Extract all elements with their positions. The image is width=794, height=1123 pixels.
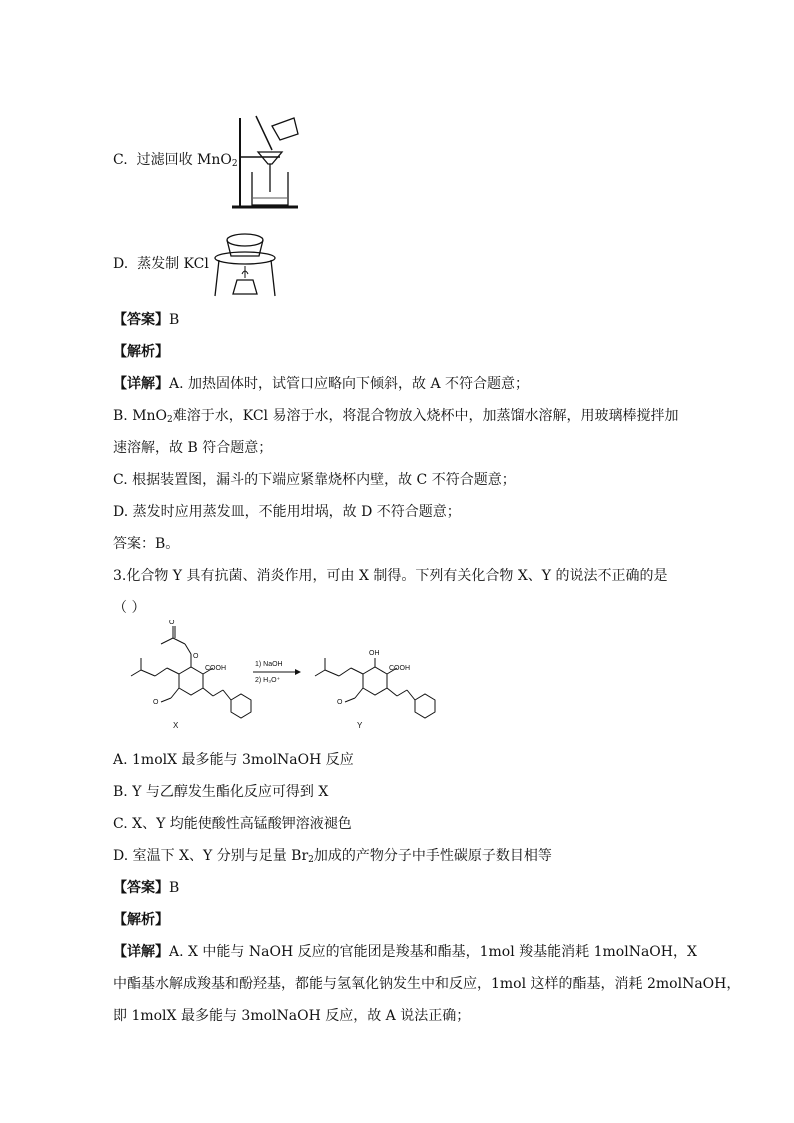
q2-detail-b-cont: 速溶解，故 B 符合题意；: [113, 440, 273, 456]
q3-option-a: A. 1molX 最多能与 3molNaOH 反应: [113, 752, 354, 768]
y-oh-label: OH: [369, 650, 380, 657]
option-d: D. 蒸发制 KCl: [113, 256, 209, 272]
x-methoxy-o-label: O: [153, 699, 159, 706]
reagent-2-label: 2) H₃O⁺: [255, 677, 281, 684]
q2-detail-a: 【详解】A. 加热固体时，试管口应略向下倾斜，故 A 不符合题意；: [113, 376, 530, 392]
reagent-1-label: 1) NaOH: [255, 661, 283, 668]
q3-option-c: C. X、Y 均能使酸性高锰酸钾溶液褪色: [113, 816, 352, 832]
y-label: Y: [357, 721, 363, 730]
filtration-apparatus-figure: [228, 112, 308, 212]
reaction-scheme: [113, 620, 453, 740]
q3-stem: 3.化合物 Y 具有抗菌、消炎作用，可由 X 制得。下列有关化合物 X、Y 的说法不正确的是: [113, 568, 668, 584]
y-cooh-label: COOH: [389, 665, 410, 672]
q3-option-d: D. 室温下 X、Y 分别与足量 $Br_2$加成的产物分子中手性碳原子数目相等: [113, 848, 552, 865]
q2-detail-c: C. 根据装置图，漏斗的下端应紧靠烧杯内壁，故 C 不符合题意；: [113, 472, 516, 488]
x-carbonyl-o-label: O: [169, 620, 175, 626]
q3-detail-1: 【详解】A. X 中能与 NaOH 反应的官能团是羧基和酯基，1mol 羧基能消耗 1molNaOH，X: [113, 944, 697, 960]
q3-answer: 【答案】B: [113, 880, 180, 896]
evaporation-apparatus-figure: [205, 222, 285, 300]
q2-final-answer: 答案：B。: [113, 536, 180, 552]
x-ester-o-label: O: [193, 653, 199, 660]
q3-answer-paren: （ ）: [113, 600, 146, 616]
q3-detail-3: 即 1molX 最多能与 3molNaOH 反应，故 A 说法正确；: [113, 1008, 471, 1024]
q3-analysis-heading: 【解析】: [113, 912, 169, 928]
y-methoxy-o-label: O: [337, 699, 343, 706]
q2-detail-d: D. 蒸发时应用蒸发皿，不能用坩埚，故 D 不符合题意；: [113, 504, 461, 520]
compound-y-structure: [315, 658, 435, 718]
q2-analysis-heading: 【解析】: [113, 344, 169, 360]
q3-option-b: B. Y 与乙醇发生酯化反应可得到 X: [113, 784, 329, 800]
option-c: C. 过滤回收 MnO$_2$: [113, 152, 238, 169]
q2-answer: 【答案】B: [113, 312, 180, 328]
x-label: X: [173, 721, 179, 730]
x-cooh-label: COOH: [205, 665, 226, 672]
compound-x-structure: [131, 626, 251, 718]
reaction-arrowhead: [295, 669, 301, 675]
q2-detail-b: B. MnO$_2$难溶于水，KCl 易溶于水，将混合物放入烧杯中，加蒸馏水溶解，用玻璃棒搅拌加: [113, 408, 679, 425]
q3-detail-2: 中酯基水解成羧基和酚羟基，都能与氢氧化钠发生中和反应，1mol 这样的酯基，消耗 2molNaOH，: [113, 976, 741, 992]
